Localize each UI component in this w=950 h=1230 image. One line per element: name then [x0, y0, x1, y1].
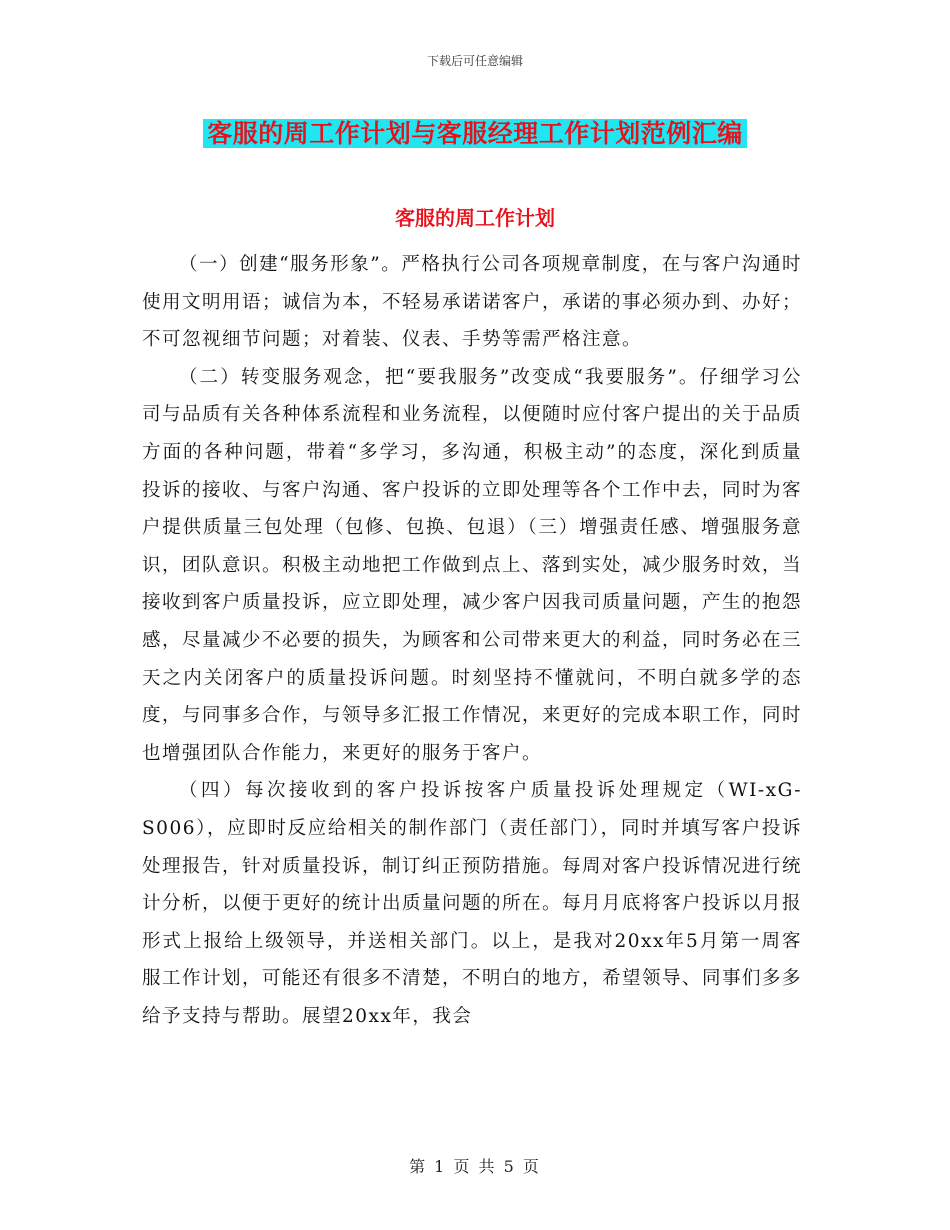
- paragraph-3: （四）每次接收到的客户投诉按客户质量投诉处理规定（WI-xG-S006），应即时反应给相关的制作部门（责任部门），同时并填写客户投诉处理报告，针对质量投诉，制订纠正预防措施。每周对客户投诉情况进行统计分析，以便于更好的统计出质量问题的所在。每月月底将客户投诉以月报形式上报给上级领导，并送相关部门。以上，是我对20xx年5月第一周客服工作计划，可能还有很多不清楚，不明白的地方，希望领导、同事们多多给予支持与帮助。展望20xx年，我会: [142, 780, 803, 1027]
- paragraph-1: （一）创建“服务形象”。严格执行公司各项规章制度，在与客户沟通时使用文明用语；诚信为本，不轻易承诺诺客户，承诺的事必须办到、办好；不可忽视细节问题；对着装、仪表、手势等需严格注意。: [142, 254, 803, 351]
- document-body: [142, 246, 802, 1035]
- document-title-text: 客服的周工作计划与客服经理工作计划范例汇编: [203, 119, 747, 148]
- section-title: 客服的周工作计划: [395, 206, 555, 230]
- document-title: [0, 112, 950, 151]
- header-note: 下载后可任意编辑: [426, 54, 523, 68]
- page-footer: 第 1 页 共 5 页: [409, 1157, 541, 1176]
- paragraph-2: （二）转变服务观念，把“要我服务”改变成“我要服务”。仔细学习公司与品质有关各种体系流程和业务流程，以便随时应付客户提出的关于品质方面的各种问题，带着“多学习，多沟通，积极主动”的态度，深化到质量投诉的接收、与客户沟通、客户投诉的立即处理等各个工作中去，同时为客户提供质量三包处理（包修、包换、包退）（三）增强责任感、增强服务意识，团队意识。积极主动地把工作做到点上、落到实处，减少服务时效，当接收到客户质量投诉，应立即处理，减少客户因我司质量问题，产生的抱怨感，尽量减少不必要的损失，为顾客和公司带来更大的利益，同时务必在三天之内关闭客户的质量投诉问题。时刻坚持不懂就问，不明白就多学的态度，与同事多合作，与领导多汇报工作情况，来更好的完成本职工作，同时也增强团队合作能力，来更好的服务于客户。: [142, 366, 803, 764]
